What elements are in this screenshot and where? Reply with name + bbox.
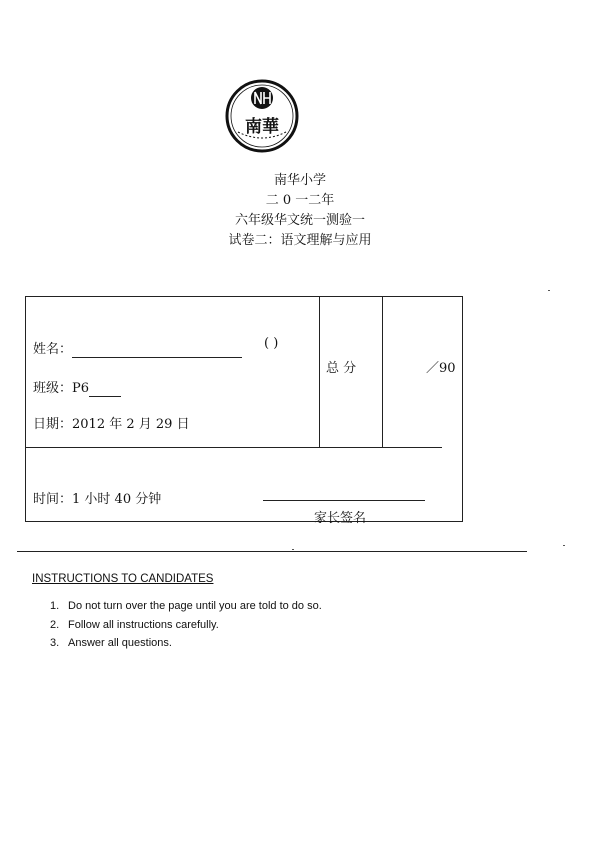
scan-speck bbox=[548, 290, 550, 291]
info-box-divider-1 bbox=[319, 297, 320, 447]
name-blank bbox=[72, 342, 242, 358]
crest-name: 南華 bbox=[245, 117, 279, 137]
date-label: 日期： bbox=[33, 417, 73, 432]
exam-title: 六年级华文统一测验一 bbox=[234, 213, 365, 228]
parent-signature-label: 家长签名 bbox=[314, 511, 367, 526]
exam-year: 二 0 一二年 bbox=[265, 193, 335, 208]
instructions-title: INSTRUCTIONS TO CANDIDATES bbox=[32, 573, 214, 585]
class-value: P6 bbox=[72, 381, 90, 396]
section-divider bbox=[17, 551, 527, 552]
class-blank bbox=[89, 381, 121, 397]
instructions-list bbox=[50, 600, 322, 656]
scan-speck bbox=[292, 549, 294, 550]
time-value: 1 小时 40 分钟 bbox=[72, 492, 162, 507]
date-value: 2012 年 2 月 29 日 bbox=[72, 417, 190, 432]
info-box-divider-2 bbox=[382, 297, 383, 447]
name-field bbox=[33, 338, 242, 358]
school-crest-logo bbox=[224, 78, 300, 154]
name-label: 姓名： bbox=[33, 342, 73, 357]
time-field bbox=[33, 488, 161, 507]
school-name: 南华小学 bbox=[273, 173, 326, 188]
instruction-item: 1. Do not turn over the page until you are told to do so. bbox=[50, 600, 322, 612]
instruction-item: 2. Follow all instructions carefully. bbox=[50, 618, 219, 631]
instruction-item: 3. Answer all questions. bbox=[50, 637, 172, 649]
parent-signature-line bbox=[263, 500, 425, 501]
total-score-label: 总 分 bbox=[326, 361, 357, 376]
info-box-divider-h bbox=[26, 447, 442, 448]
date-field bbox=[33, 413, 190, 432]
class-number-bracket: ( ) bbox=[264, 336, 279, 351]
candidate-info-box bbox=[25, 296, 463, 526]
class-label: 班级： bbox=[33, 381, 73, 396]
time-label: 时间： bbox=[33, 492, 73, 507]
total-score-value: ／90 bbox=[426, 361, 456, 376]
scan-speck bbox=[563, 545, 565, 546]
paper-title: 试卷二：语文理解与应用 bbox=[228, 233, 372, 248]
class-field bbox=[33, 377, 121, 397]
